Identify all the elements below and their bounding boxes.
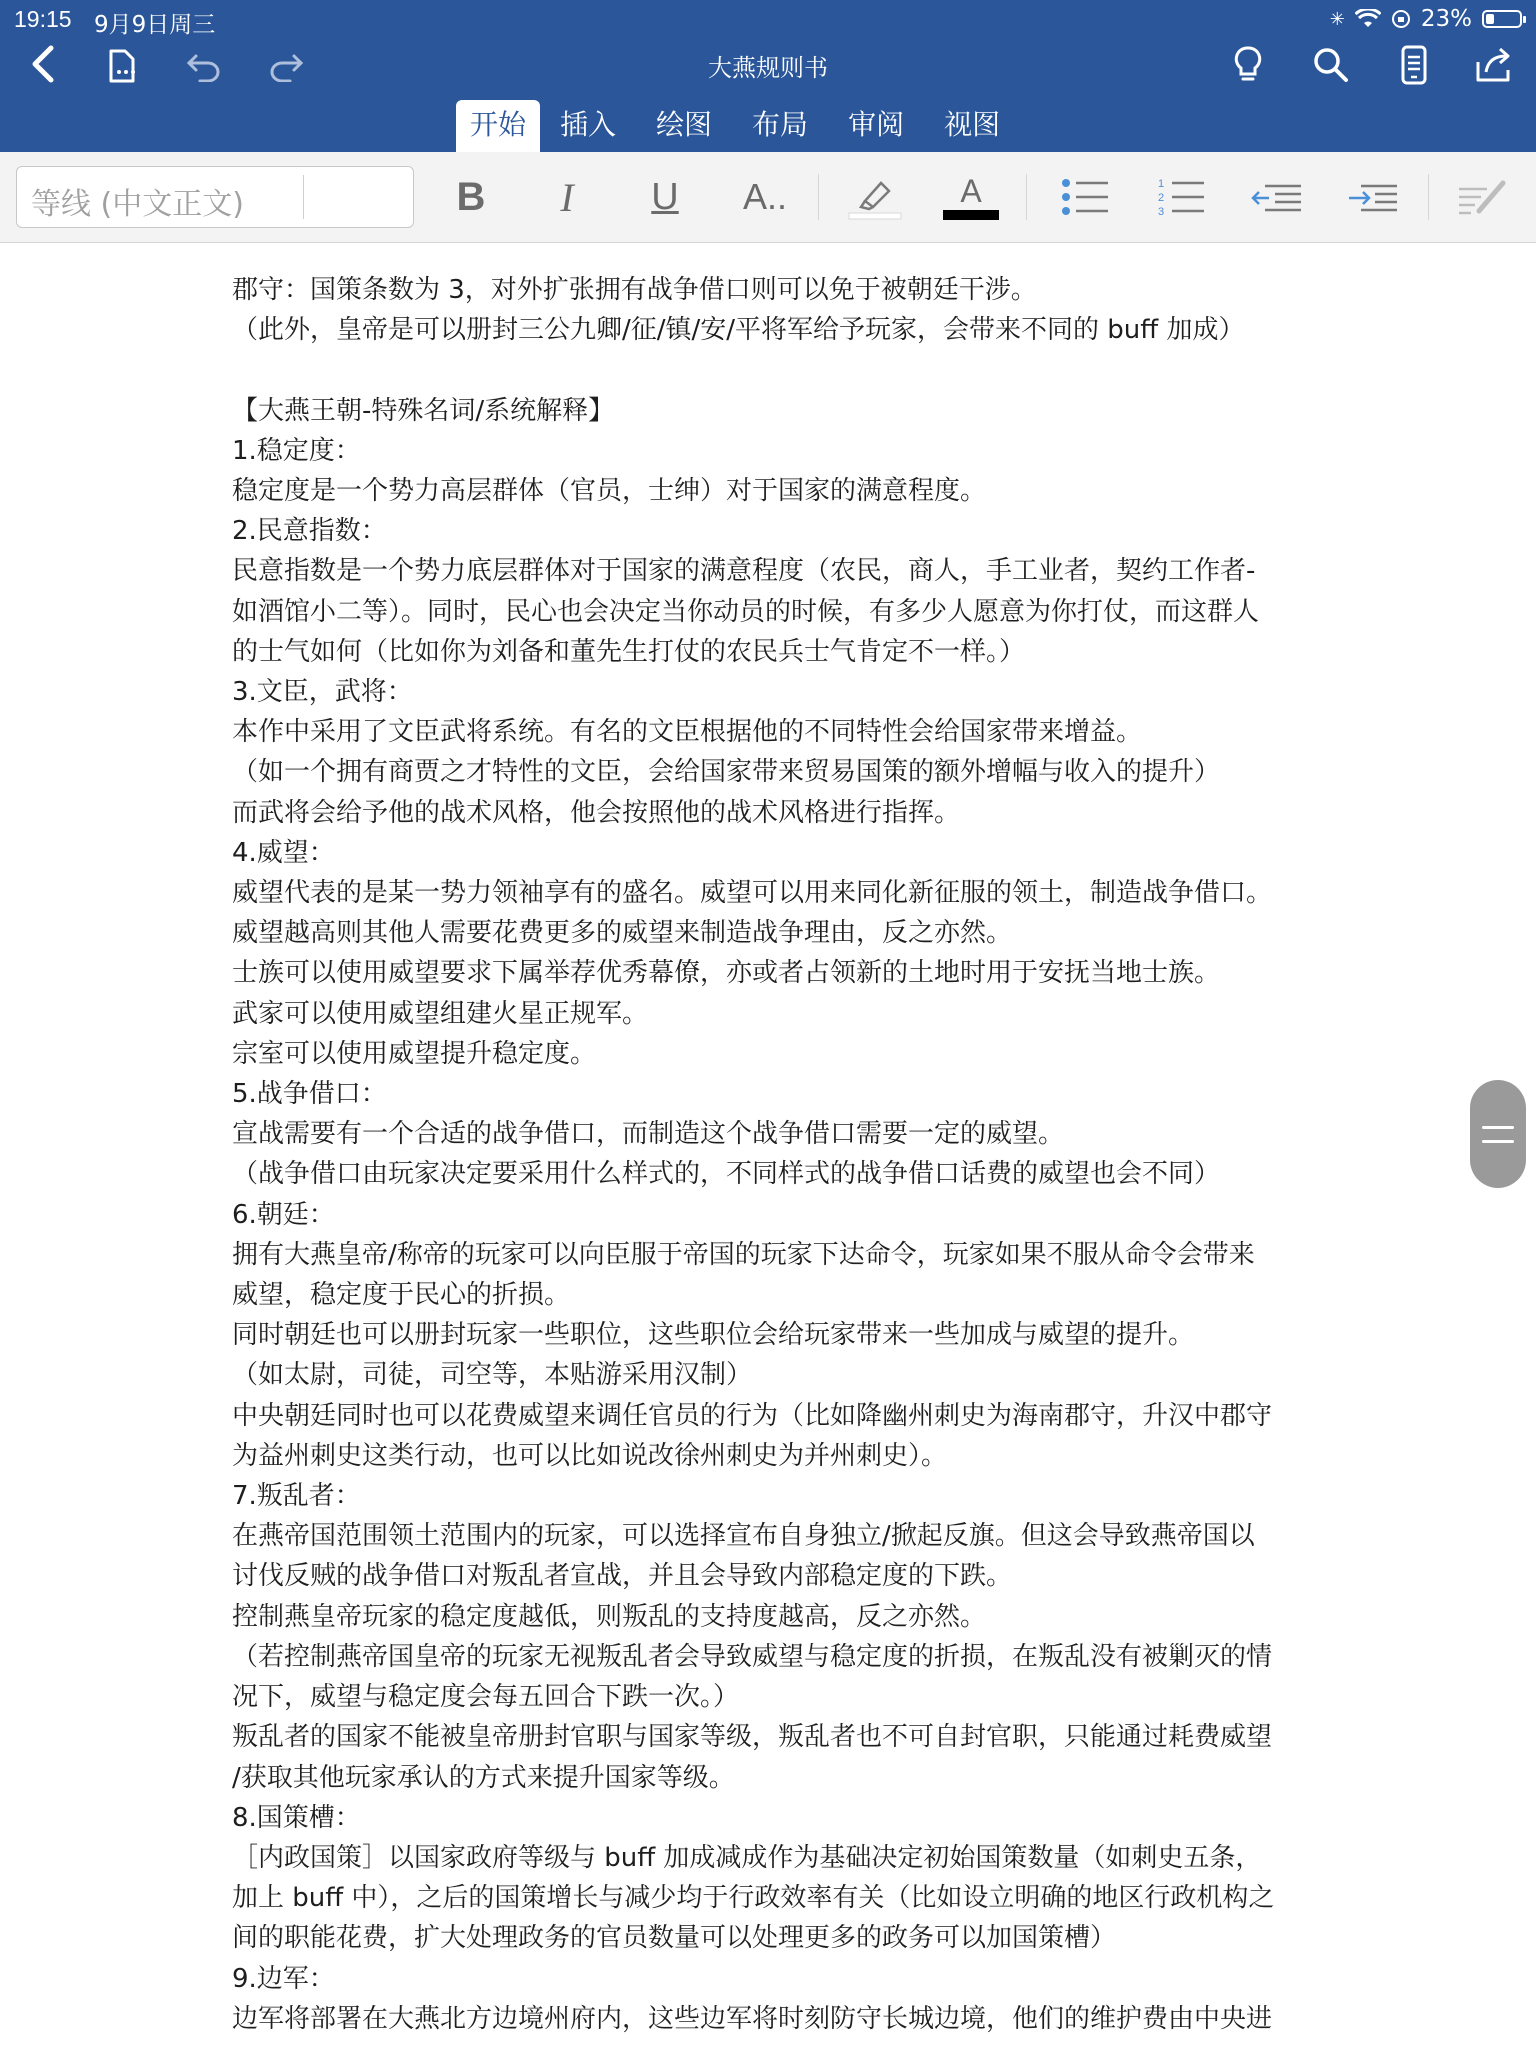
- document-line: 控制燕皇帝玩家的稳定度越低，则叛乱的支持度越高，反之亦然。: [232, 1601, 987, 1632]
- battery-percent: 23%: [1420, 6, 1472, 32]
- document-line: ［内政国策］以国家政府等级与 buff 加成减成作为基础决定初始国策数量（如刺史五条，: [232, 1842, 1262, 1873]
- document-line: 的士气如何（比如你为刘备和董先生打仗的农民兵士气肯定不一样。）: [232, 636, 1026, 667]
- tab-insert[interactable]: 插入: [560, 108, 617, 141]
- document-line: 间的职能花费，扩大处理政务的官员数量可以处理更多的政务可以加国策槽）: [232, 1923, 1117, 1954]
- ribbon-home: [0, 152, 1536, 243]
- lightbulb-icon: [1233, 45, 1263, 85]
- share-button[interactable]: [1470, 42, 1518, 88]
- document-line: 而武将会给予他的战术风格，他会按照他的战术风格进行指挥。: [232, 797, 961, 828]
- bulleted-list-icon: [1060, 177, 1110, 217]
- document-line: 武家可以使用威望组建火星正规军。: [232, 998, 649, 1029]
- document-line: 加上 buff 中），之后的国策增长与减少均于行政效率有关（比如设立明确的地区行政机构之: [232, 1883, 1275, 1914]
- document-line: 威望代表的是某一势力领袖享有的盛名。威望可以用来同化新征服的领土，制造战争借口。: [232, 878, 1273, 909]
- document-line: （若控制燕帝国皇帝的玩家无视叛乱者会导致威望与稳定度的折损，在叛乱没有被剿灭的情: [232, 1641, 1273, 1672]
- document-line: 2.民意指数：: [232, 516, 387, 547]
- tell-me-button[interactable]: [1226, 42, 1270, 88]
- status-bar: [0, 0, 1536, 38]
- document-line: 9.边军：: [232, 1963, 335, 1994]
- document-line: 宣战需要有一个合适的战争借口，而制造这个战争借口需要一定的威望。: [232, 1119, 1065, 1150]
- mobile-view-button[interactable]: [1392, 42, 1436, 88]
- bold-label: B: [456, 174, 486, 219]
- document-line: 稳定度是一个势力高层群体（官员，士绅）对于国家的满意程度。: [232, 476, 987, 506]
- document-line: 况下，威望与稳定度会每五回合下跌一次。）: [232, 1682, 740, 1713]
- brightness-icon: ✳: [1329, 8, 1345, 30]
- underline-button[interactable]: [634, 166, 696, 228]
- tab-home[interactable]: 开始: [456, 100, 540, 152]
- document-line: （此外，皇帝是可以册封三公九卿/征/镇/安/平将军给予玩家，会带来不同的 buff 加成）: [232, 315, 1245, 346]
- font-format-button[interactable]: [730, 166, 800, 228]
- ribbon-tabs: [456, 100, 1020, 152]
- document-line: 威望越高则其他人需要花费更多的威望来制造战争理由，反之亦然。: [232, 918, 1013, 949]
- svg-text:1: 1: [1158, 178, 1165, 190]
- svg-text:3: 3: [1158, 206, 1165, 218]
- font-color-button[interactable]: [936, 166, 1006, 228]
- increase-indent-button[interactable]: [1340, 166, 1406, 228]
- document-line: 5.战争借口：: [232, 1079, 387, 1110]
- document-line: 士族可以使用威望要求下属举荐优秀幕僚，亦或者占领新的土地时用于安抚当地士族。: [232, 958, 1221, 989]
- tab-review[interactable]: 审阅: [848, 108, 905, 141]
- numbering-button[interactable]: [1148, 166, 1214, 228]
- document-line: 边军将部署在大燕北方边境州府内，这些边军将时刻防守长城边境，他们的维护费由中央进: [232, 2003, 1273, 2034]
- document-line: 7.叛乱者：: [232, 1481, 361, 1512]
- document-line: 中央朝廷同时也可以花费威望来调任官员的行为（比如降幽州刺史为海南郡守，升汉中郡守: [232, 1400, 1273, 1431]
- italic-button[interactable]: [536, 166, 598, 228]
- status-right: [1330, 6, 1522, 32]
- tab-draw[interactable]: 绘图: [656, 108, 713, 141]
- document-line: 3.文臣，武将：: [232, 677, 413, 708]
- increase-indent-icon: [1347, 178, 1399, 216]
- tab-layout[interactable]: 布局: [752, 108, 809, 141]
- highlight-button[interactable]: [840, 166, 910, 228]
- highlighter-icon: [847, 173, 903, 221]
- font-format-label: A..: [742, 176, 787, 217]
- document-line: 4.威望：: [232, 837, 335, 868]
- search-button[interactable]: [1308, 42, 1354, 88]
- underline-label: U: [651, 175, 679, 218]
- svg-text:2: 2: [1158, 192, 1165, 204]
- ribbon-divider: [1026, 174, 1027, 220]
- document-line: 同时朝廷也可以册封玩家一些职位，这些职位会给玩家带来一些加成与威望的提升。: [232, 1320, 1195, 1351]
- document-line: （如太尉，司徒，司空等，本贴游采用汉制）: [232, 1360, 753, 1391]
- bullets-button[interactable]: [1052, 166, 1118, 228]
- ribbon-divider: [1428, 174, 1429, 220]
- font-name-placeholder: 等线 (中文正文): [31, 187, 244, 222]
- scroll-handle[interactable]: [1470, 1080, 1526, 1188]
- document-line: 威望，稳定度于民心的折损。: [232, 1280, 571, 1311]
- document-line: 8.国策槽：: [232, 1802, 361, 1833]
- bold-button[interactable]: [440, 166, 502, 228]
- document-title: 大燕规则书: [708, 54, 828, 82]
- font-color-swatch: [943, 210, 999, 220]
- document-line: 郡守：国策条数为 3，对外扩张拥有战争借口则可以免于被朝廷干涉。: [232, 275, 1037, 305]
- wifi-icon: [1355, 9, 1381, 29]
- title-bar: [0, 0, 1536, 152]
- document-line: 如酒馆小二等）。同时，民心也会决定当你动员的时候，有多少人愿意为你打仗，而这群人: [232, 596, 1260, 627]
- document-line: 在燕帝国范围领土范围内的玩家，可以选择宣布自身独立/掀起反旗。但这会导致燕帝国以: [232, 1521, 1255, 1552]
- document-line: 拥有大燕皇帝/称帝的玩家可以向臣服于帝国的玩家下达命令，玩家如果不服从命令会带来: [232, 1239, 1255, 1270]
- decrease-indent-icon: [1251, 178, 1303, 216]
- mobile-view-icon: [1400, 45, 1428, 85]
- document-line: （如一个拥有商贾之才特性的文臣，会给国家带来贸易国策的额外增幅与收入的提升）: [232, 757, 1221, 788]
- document-line: /获取其他玩家承认的方式来提升国家等级。: [232, 1762, 735, 1793]
- ribbon-divider: [818, 174, 819, 220]
- document-line: [232, 350, 1312, 390]
- document-line: （战争借口由玩家决定要采用什么样式的，不同样式的战争借口话费的威望也会不同）: [232, 1159, 1221, 1190]
- document-line: 宗室可以使用威望提升稳定度。: [232, 1038, 597, 1069]
- document-line: 叛乱者的国家不能被皇帝册封官职与国家等级，叛乱者也不可自封官职，只能通过耗费威望: [232, 1722, 1273, 1753]
- status-date: 9月9日周三: [94, 12, 216, 38]
- document-line: 1.稳定度：: [232, 435, 361, 466]
- document-body[interactable]: [232, 270, 1312, 2039]
- document-line: 讨伐反贼的战争借口对叛乱者宣战，并且会导致内部稳定度的下跌。: [232, 1561, 1013, 1592]
- document-line: 为益州刺史这类行动，也可以比如说改徐州刺史为并州刺史）。: [232, 1440, 948, 1471]
- orientation-lock-icon: [1391, 9, 1411, 29]
- font-field-divider: [303, 175, 304, 219]
- document-line: 本作中采用了文臣武将系统。有名的文臣根据他的不同特性会给国家带来增益。: [232, 717, 1143, 748]
- decrease-indent-button[interactable]: [1244, 166, 1310, 228]
- styles-brush-icon: [1457, 177, 1509, 217]
- styles-button[interactable]: [1450, 166, 1516, 228]
- document-line: 【大燕王朝-特殊名词/系统解释】: [232, 395, 615, 426]
- status-time: 19:15: [14, 6, 72, 32]
- document-line: 民意指数是一个势力底层群体对于国家的满意程度（农民，商人，手工业者，契约工作者-: [232, 556, 1256, 587]
- share-icon: [1474, 46, 1514, 84]
- document-line: 6.朝廷：: [232, 1199, 335, 1230]
- italic-label: I: [560, 174, 574, 220]
- numbered-list-icon: [1156, 175, 1206, 219]
- font-color-label: A: [960, 173, 982, 209]
- search-icon: [1312, 46, 1350, 84]
- tab-view[interactable]: 视图: [944, 108, 1001, 141]
- battery-icon: [1482, 10, 1522, 28]
- font-name-field[interactable]: [16, 166, 414, 228]
